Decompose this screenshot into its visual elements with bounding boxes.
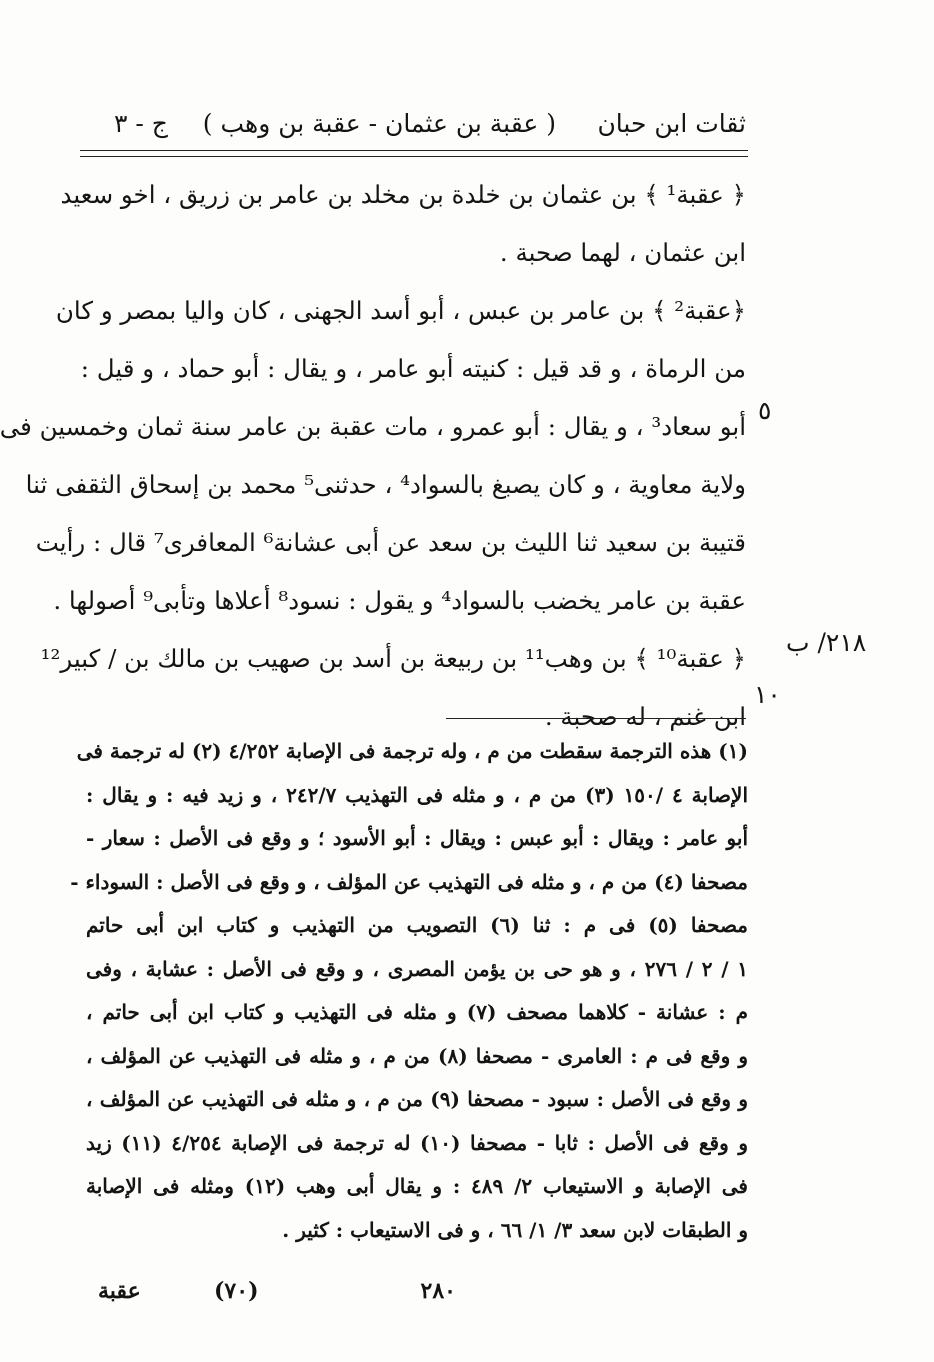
page-number: ٢٨٠ bbox=[420, 1278, 456, 1304]
main-text bbox=[0, 166, 746, 746]
line-number-10: ١٠ bbox=[754, 680, 781, 709]
text-line: ﴿ عقبة¹ ﴾ بن عثمان بن خلدة بن مخلد بن عامر بن زريق ، اخو سعيد bbox=[60, 180, 746, 209]
text-line: ﴿عقبة² ﴾ بن عامر بن عبس ، أبو أسد الجهنى ، كان واليا بمصر و كان bbox=[55, 296, 746, 325]
book-title: ثقات ابن حبان bbox=[597, 109, 746, 138]
footnote-line: مصحفا (٥) فى م : ثنا (٦) التصويب من التهذيب و كتاب ابن أبى حاتم bbox=[86, 913, 748, 937]
footnote-line: أبو عامر : ويقال : أبو عبس : ويقال : أبو الأسود ؛ و وقع فى الأصل : سعار - bbox=[86, 826, 748, 850]
manuscript-folio-marker: ٢١٨/ ب bbox=[786, 628, 867, 657]
footnote-line: و الطبقات لابن سعد ٣/ ١/ ٦٦ ، و فى الاستيعاب : كثير . bbox=[282, 1217, 748, 1242]
sheet-number: (٧٠) bbox=[214, 1278, 259, 1304]
text-line: من الرماة ، و قد قيل : كنيته أبو عامر ، و يقال : أبو حماد ، و قيل : bbox=[80, 354, 746, 383]
footnote-line: ١ / ٢ / ٢٧٦ ، و هو حى بن يؤمن المصرى ، و وقع فى الأصل : عشابة ، وفى bbox=[86, 956, 748, 981]
text-line: ولاية معاوية ، و كان يصبغ بالسواد⁴ ، حدثنى⁵ محمد بن إسحاق الثقفى ثنا bbox=[25, 470, 746, 499]
footnote-line: و وقع فى م : العامرى - مصحفا (٨) من م ، و مثله فى التهذيب عن المؤلف ، bbox=[86, 1043, 748, 1068]
footnote-line: و وقع فى الأصل : سبود - مصحفا (٩) من م ، و مثله فى التهذيب عن المؤلف ، bbox=[86, 1087, 748, 1111]
footnote-line: و وقع فى الأصل : ثابا - مصحفا (١٠) له ترجمة فى الإصابة ٤/٢٥٤ (١١) زيد bbox=[86, 1130, 748, 1155]
catchword: عقبة bbox=[98, 1278, 141, 1304]
header-double-rule bbox=[80, 150, 748, 157]
footnote-line: م : عشانة - كلاهما مصحف (٧) و مثله فى التهذيب و كتاب ابن أبى حاتم ، bbox=[86, 1000, 748, 1024]
text-line: ابن عثمان ، لهما صحبة . bbox=[499, 238, 746, 267]
footnote-separator bbox=[446, 718, 746, 719]
footnote-line: (١) هذه الترجمة سقطت من م ، وله ترجمة فى الإصابة ٤/٢٥٢ (٢) له ترجمة فى bbox=[76, 739, 748, 763]
footnote-line: الإصابة ٤ /١٥٠ (٣) من م ، و مثله فى التهذيب ٢٤٢/٧ ، و زيد فيه : و يقال : bbox=[86, 782, 748, 807]
page-footer bbox=[94, 1274, 748, 1308]
text-line: قتيبة بن سعيد ثنا الليث بن سعد عن أبى عشانة⁶ المعافرى⁷ قال : رأيت bbox=[35, 528, 746, 557]
text-line: ﴿ عقبة¹⁰ ﴾ بن وهب¹¹ بن ربيعة بن أسد بن صهيب بن مالك بن / كبير¹² bbox=[40, 644, 746, 673]
text-line: أبو سعاد³ ، و يقال : أبو عمرو ، مات عقبة بن عامر سنة ثمان وخمسين فى bbox=[0, 412, 746, 441]
running-header bbox=[94, 102, 746, 146]
text-line: عقبة بن عامر يخضب بالسواد⁴ و يقول : نسود⁸ أعلاها وتأبى⁹ أصولها . bbox=[53, 586, 746, 615]
footnote-line: مصحفا (٤) من م ، و مثله فى التهذيب عن المؤلف ، و وقع فى الأصل : السوداء - bbox=[70, 869, 748, 894]
volume-label: ج - ٣ bbox=[114, 109, 168, 138]
entry-range: ( عقبة بن عثمان - عقبة بن وهب ) bbox=[202, 109, 556, 138]
text-line: ابن غنم ، له صحبة . bbox=[544, 702, 746, 731]
line-number-5: ٥ bbox=[758, 396, 772, 425]
footnotes bbox=[70, 730, 748, 1252]
footnote-line: فى الإصابة و الاستيعاب ٢/ ٤٨٩ : و يقال أبى وهب (١٢) ومثله فى الإصابة bbox=[86, 1174, 748, 1198]
